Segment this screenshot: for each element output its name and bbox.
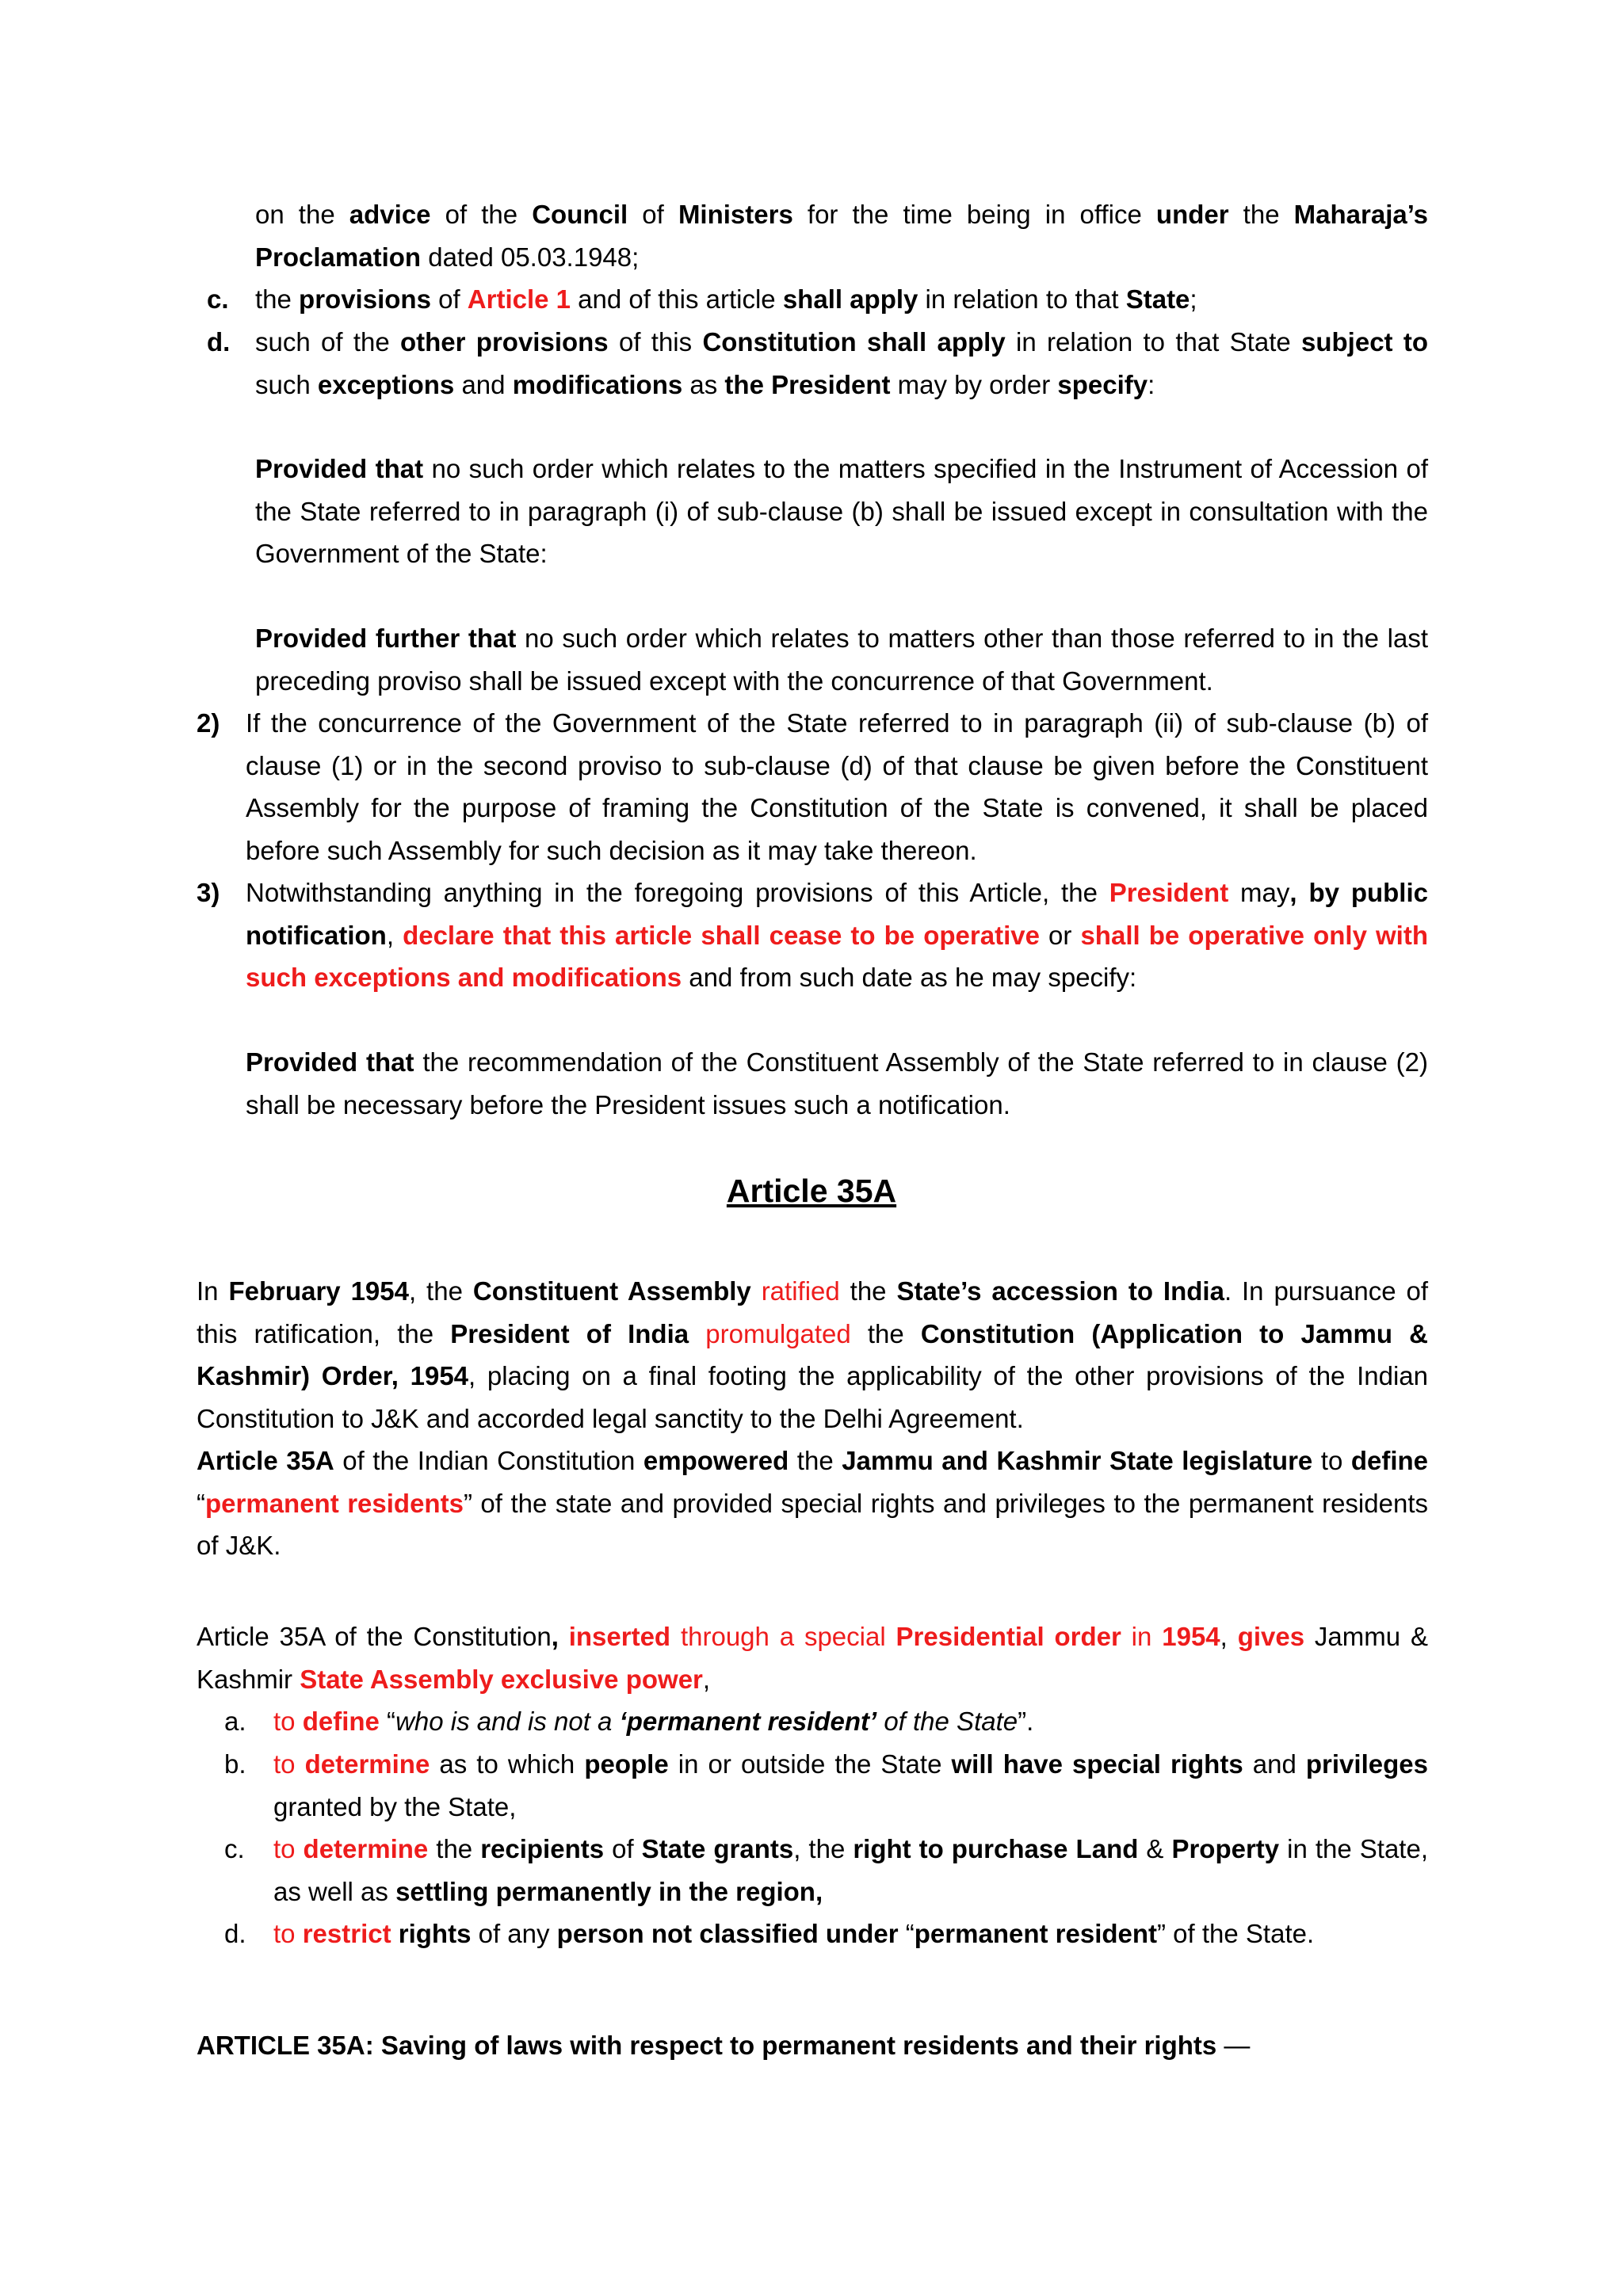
- text-run: of the Indian Constitution: [334, 1446, 643, 1475]
- text-run: Ministers: [678, 200, 793, 229]
- item-b-continuation: [255, 193, 1428, 278]
- text-run: define: [1350, 1446, 1429, 1475]
- text-run: State: [1125, 284, 1190, 314]
- text-run: Provided that: [255, 454, 424, 483]
- text-run: such of the: [255, 327, 400, 357]
- list-item-a: [273, 1700, 1428, 1743]
- text-run: through a special: [670, 1622, 896, 1651]
- list-item-d: [273, 1913, 1428, 1955]
- paragraph-1: [197, 1270, 1428, 1440]
- text-run: February 1954: [228, 1276, 409, 1306]
- text-run: “: [898, 1919, 915, 1948]
- text-run: Provided that: [246, 1047, 414, 1077]
- text-run: for the time being in office: [792, 200, 1156, 229]
- text-run: “: [197, 1488, 205, 1518]
- text-run: Notwithstanding anything in the foregoing provisions of this Article, the: [246, 878, 1109, 907]
- clause-3-label: 3): [197, 878, 220, 907]
- text-run: advice: [349, 200, 431, 229]
- text-run: of: [604, 1834, 642, 1863]
- list-d-label: d.: [224, 1919, 246, 1948]
- text-run: promulgated: [705, 1318, 851, 1348]
- text-run: dated 05.03.1948;: [421, 242, 640, 272]
- paragraph-3: [197, 1615, 1428, 1700]
- text-run: of: [628, 200, 678, 229]
- text-run: State grants: [641, 1834, 794, 1863]
- text-run: the: [789, 1446, 842, 1475]
- text-run: specify: [1057, 369, 1148, 399]
- text-run: Constitution shall apply: [702, 327, 1006, 357]
- text-run: exceptions: [317, 369, 455, 399]
- text-run: the recommendation of the Constituent Assembly of the State referred to in clause (2) shall be necessary before the President issues such a notification.: [246, 1047, 1429, 1119]
- text-run: the President: [724, 369, 891, 399]
- text-run: , the: [408, 1276, 473, 1306]
- text-run: in or outside the State: [668, 1749, 952, 1779]
- text-run: who is and is not a: [395, 1707, 620, 1736]
- item-d-text: [255, 321, 1428, 406]
- text-run: , the: [793, 1834, 854, 1863]
- text-run: —: [1216, 2031, 1251, 2060]
- text-run: will have special rights: [951, 1749, 1243, 1779]
- item-c-label: c.: [207, 284, 229, 314]
- text-run: provisions: [299, 284, 431, 314]
- text-run: In: [197, 1276, 229, 1306]
- text-run: ”.: [1018, 1707, 1034, 1736]
- text-run: ,: [702, 1664, 711, 1694]
- text-run: of this: [608, 327, 703, 357]
- text-run: and from such date as he may specify:: [682, 963, 1137, 992]
- text-run: privileges: [1305, 1749, 1428, 1779]
- text-run: person not classified under: [556, 1919, 899, 1948]
- text-run: to: [273, 1834, 304, 1863]
- text-run: to: [273, 1749, 305, 1779]
- text-run: to: [273, 1707, 303, 1736]
- text-run: as: [682, 369, 725, 399]
- text-run: determine: [304, 1749, 430, 1779]
- text-run: Constitution (Application to Jammu & Kashmir) Order, 1954: [197, 1318, 1428, 1390]
- text-run: the: [428, 1834, 481, 1863]
- text-run: [391, 1919, 399, 1948]
- text-run: Maharaja’s: [1293, 200, 1429, 229]
- text-run: Jammu & Kashmir: [197, 1622, 1428, 1694]
- text-run: Presidential order: [896, 1622, 1121, 1651]
- text-run: and: [454, 369, 513, 399]
- text-run: 1954: [1162, 1622, 1220, 1651]
- text-run: President of India: [450, 1318, 689, 1348]
- text-run: in the State, as well as: [273, 1834, 1428, 1906]
- text-run: State’s accession to India: [896, 1276, 1224, 1306]
- article-35a-heading: Article 35A: [726, 1173, 897, 1209]
- item-d-label: d.: [207, 327, 231, 357]
- text-run: and: [1243, 1749, 1306, 1779]
- text-run: the: [1228, 200, 1294, 229]
- list-item-c: [273, 1828, 1428, 1913]
- text-run: the: [839, 1276, 897, 1306]
- text-run: “: [379, 1707, 396, 1736]
- text-run: shall apply: [782, 284, 918, 314]
- text-run: of the: [430, 200, 533, 229]
- text-run: such: [255, 369, 318, 399]
- text-run: in relation to that: [918, 284, 1126, 314]
- text-run: other provisions: [400, 327, 609, 357]
- text-run: ,: [551, 1622, 559, 1651]
- text-run: subject to: [1301, 327, 1428, 357]
- clause-2-label: 2): [197, 708, 220, 738]
- text-run: Property: [1171, 1834, 1280, 1863]
- item-c-text: [255, 278, 1428, 321]
- article-35a-title-line: [197, 2024, 1428, 2067]
- text-run: Article 1: [467, 284, 571, 314]
- text-run: modifications: [512, 369, 683, 399]
- text-run: :: [1148, 369, 1155, 399]
- text-run: Proclamation: [255, 242, 422, 272]
- text-run: inserted: [568, 1622, 671, 1651]
- text-run: no such order which relates to matters other than those referred to in the last preceding proviso shall be issued except with the concurrence of that Government.: [255, 624, 1429, 696]
- list-item-b: [273, 1743, 1428, 1828]
- text-run: Jammu and Kashmir State legislature: [842, 1446, 1313, 1475]
- text-run: of the State: [876, 1707, 1018, 1736]
- clause-2-text: [246, 702, 1428, 871]
- text-run: rights: [398, 1919, 472, 1948]
- proviso-2: [255, 617, 1428, 702]
- text-run: or: [1039, 920, 1081, 950]
- text-run: Council: [532, 200, 628, 229]
- text-run: Provided further that: [255, 624, 517, 653]
- text-run: Constituent Assembly: [472, 1276, 751, 1306]
- text-run: declare that this article shall cease to be operative: [403, 920, 1040, 950]
- text-run: to: [273, 1919, 303, 1948]
- text-run: determine: [303, 1834, 429, 1863]
- text-run: ” of the State.: [1157, 1919, 1315, 1948]
- text-run: . In pursuance of this ratification, the: [197, 1276, 1428, 1348]
- text-run: granted by the State,: [273, 1791, 517, 1821]
- text-run: on the: [255, 200, 349, 229]
- text-run: gives: [1237, 1622, 1305, 1651]
- text-run: the: [255, 284, 300, 314]
- text-run: , placing on a final footing the applicability of the other provisions of the Indian Constitution to J&K and accorded legal sanctity to the Delhi Agreement.: [197, 1361, 1428, 1433]
- text-run: [689, 1319, 705, 1348]
- text-run: define: [302, 1707, 380, 1736]
- list-a-label: a.: [224, 1707, 246, 1736]
- text-run: Article 35A: [197, 1446, 334, 1475]
- text-run: settling permanently in the region,: [395, 1876, 823, 1906]
- text-run: ratified: [761, 1276, 840, 1306]
- text-run: recipients: [480, 1834, 605, 1863]
- text-run: State Assembly exclusive power: [300, 1664, 703, 1694]
- text-run: ARTICLE 35A: Saving of laws with respect to permanent residents and their rights: [197, 2031, 1217, 2060]
- text-run: in: [1121, 1622, 1163, 1651]
- text-run: of: [430, 284, 468, 314]
- text-run: as to which: [430, 1749, 585, 1779]
- paragraph-2: [197, 1440, 1428, 1567]
- text-run: [751, 1276, 762, 1306]
- text-run: ‘permanent resident’: [619, 1707, 877, 1736]
- text-run: no such order which relates to the matters specified in the Instrument of Accession of the State referred to in paragraph (i) of sub-clause (b) shall be issued except in consultation with the Government of the State:: [255, 454, 1428, 568]
- text-run: If the concurrence of the Government of the State referred to in paragraph (ii) of sub-clause (b) of clause (1) or in the second proviso to sub-clause (d) of that clause be given before the Constituent Assembly for the purpose of framing the Constitution of the State is convened, it shall be placed before such Assembly for such decision as it may take thereon.: [246, 708, 1428, 865]
- text-run: ” of the state and provided special rights and privileges to the permanent residents of J&K.: [197, 1488, 1428, 1560]
- text-run: empowered: [643, 1446, 789, 1475]
- text-run: and of this article: [571, 284, 783, 314]
- text-run: ,: [1220, 1622, 1238, 1651]
- clause-3-text: [246, 871, 1428, 999]
- text-run: ,: [386, 920, 403, 950]
- text-run: of any: [471, 1919, 557, 1948]
- text-run: permanent residents: [205, 1488, 464, 1518]
- text-run: [559, 1622, 569, 1651]
- text-run: restrict: [302, 1919, 391, 1948]
- text-run: ;: [1190, 284, 1197, 314]
- text-run: right to purchase Land: [853, 1834, 1139, 1863]
- text-run: President: [1109, 878, 1229, 907]
- text-run: in relation to that State: [1005, 327, 1302, 357]
- text-run: people: [584, 1749, 669, 1779]
- text-run: to: [1312, 1446, 1351, 1475]
- list-c-label: c.: [224, 1834, 245, 1863]
- proviso-3: [246, 1041, 1428, 1126]
- list-b-label: b.: [224, 1749, 246, 1779]
- text-run: permanent resident: [914, 1919, 1158, 1948]
- text-run: , by public notification: [246, 878, 1428, 950]
- text-run: under: [1155, 200, 1229, 229]
- text-run: the: [850, 1318, 921, 1348]
- text-run: Article 35A of the Constitution: [197, 1622, 552, 1651]
- text-run: shall be operative only with such exceptions and modifications: [246, 920, 1428, 992]
- text-run: &: [1138, 1834, 1172, 1863]
- text-run: may: [1228, 878, 1290, 907]
- proviso-1: [255, 448, 1428, 575]
- text-run: may by order: [890, 369, 1058, 399]
